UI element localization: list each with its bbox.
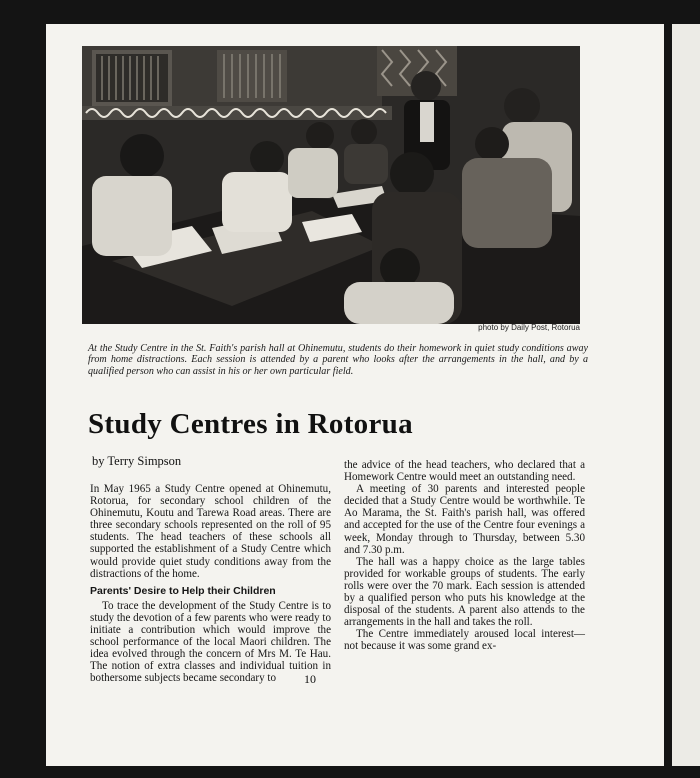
- adjacent-page-edge: [672, 24, 700, 766]
- paragraph: The hall was a happy choice as the large tables provided for workable groups of students. The early rolls were over the 70 mark. Each session is attended by a qualified person who puts his knowledge at the disposal of the students. A parent also attends to the arrangements in the hall and takes the roll.: [344, 555, 585, 629]
- photo-caption: At the Study Centre in the St. Faith's parish hall at Ohinemutu, students do their homework in quiet study conditions away from home distractions. Each session is attended by a parent who looks after the arrangements in the hall, and by a qualified person who can assist in his or her own particular field.: [88, 343, 588, 377]
- article-photo: [82, 46, 580, 324]
- paragraph: A meeting of 30 parents and interested people decided that a Study Centre would be worthwhile. Te Ao Marama, the St. Faith's parish hall, was offered and accepted for the use of the Centre four evenings a week, Monday through to Thursday, between 5.30 and 7.30 p.m.: [344, 483, 585, 556]
- paragraph: the advice of the head teachers, who declared that a Homework Centre would meet an outstanding need.: [344, 459, 585, 484]
- paragraph: To trace the development of the Study Centre is to study the devotion of a few parents who were ready to initiate a contribution which would improve the school performance of the local Maori children. The idea evolved through the concern of Mrs M. Te Hau. The notion of extra classes and individual tuition in bothersome subjects became secondary to: [90, 599, 331, 685]
- article-byline: by Terry Simpson: [92, 454, 182, 468]
- right-column: [344, 459, 585, 653]
- paragraph: The Centre immediately aroused local interest—not because it was some grand ex-: [344, 628, 585, 653]
- photo-credit: photo by Daily Post, Rotorua: [478, 323, 580, 332]
- paragraph: In May 1965 a Study Centre opened at Ohinemutu, Rotorua, for secondary school children of the Ohinemutu, Koutu and Tarewa Road areas. There are three secondary schools represented on the roll of 95 students. The head teachers of these schools all supported the establishment of a Study Centre which would provide quiet study conditions away from the distractions of the home.: [90, 483, 331, 580]
- section-subheading: Parents' Desire to Help their Children: [90, 584, 276, 597]
- left-column: [90, 483, 331, 685]
- photo-illustration: [82, 46, 580, 324]
- article-title: Study Centres in Rotorua: [88, 408, 413, 440]
- page-number: 10: [304, 672, 316, 686]
